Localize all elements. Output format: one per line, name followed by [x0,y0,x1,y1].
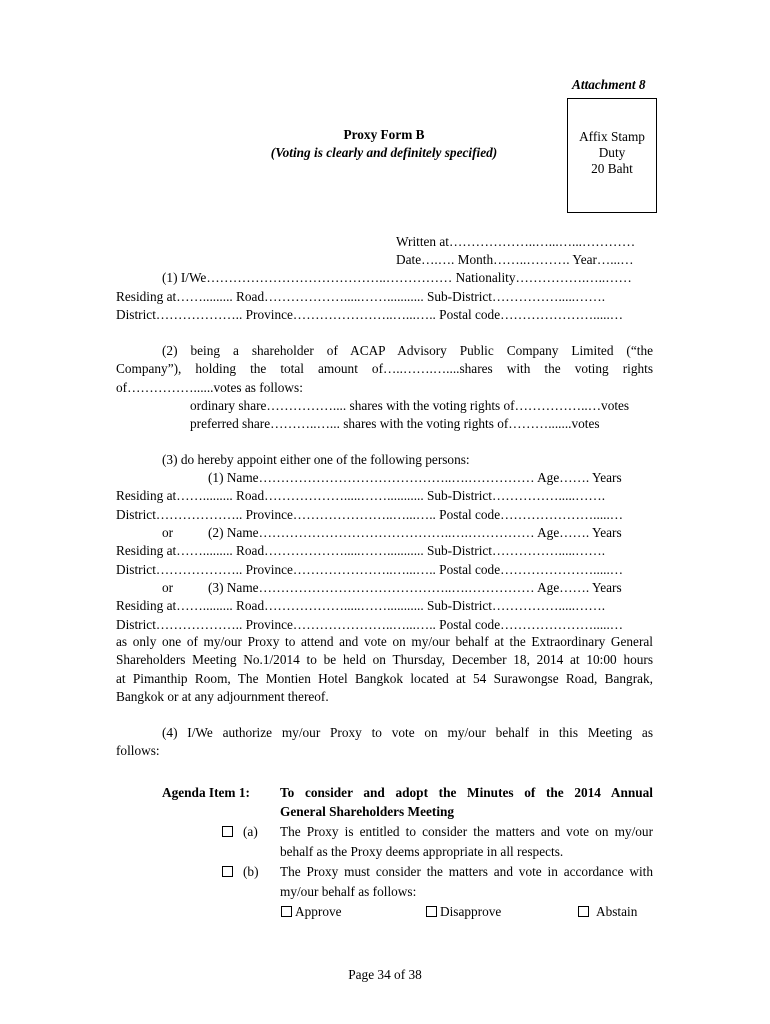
stamp-line-2: Duty [598,145,626,160]
option-a-checkbox[interactable] [222,826,233,837]
section-3-intro: (3) do hereby appoint either one of the following persons: [162,452,470,467]
proxy-3-district-field[interactable]: District……………….. Province…………………..…...….. Postal code………………….....… [116,617,624,632]
agenda-title-line-2: General Shareholders Meeting [280,804,455,819]
proxy-1-name-field[interactable]: (1) Name……………………………………..….…………… Age……. Years [208,470,622,485]
option-a-marker: (a) [243,824,258,839]
proxy-1-district-field[interactable]: District……………….. Province…………………..…...….. Postal code………………….....… [116,507,624,522]
ordinary-share-field[interactable]: ordinary share…………….... shares with the voting rights of……………..…votes [190,398,630,413]
proxy-1-residing-field[interactable]: Residing at……......... Road……………….....……........... Sub-District…………….....……. [116,488,606,503]
section-4-line-2: follows: [116,743,160,759]
meeting-line-3: at Pimanthip Room, The Montien Hotel Bangkok located at 54 Surawongse Road, Bangrak, [116,670,653,686]
option-b-marker: (b) [243,864,259,879]
stamp-line-1: Affix Stamp [579,129,645,144]
proxy-2-residing-field[interactable]: Residing at……......... Road……………….....……........... Sub-District…………….....……. [116,543,606,558]
attachment-label: Attachment 8 [572,77,646,92]
stamp-line-3: 20 Baht [591,161,633,176]
proxy-2-or-label: or [162,525,174,540]
option-b-checkbox[interactable] [222,866,233,877]
preferred-share-field[interactable]: preferred share………..…... shares with the voting rights of……….......votes [190,416,600,431]
iwe-nationality-field[interactable]: (1) I/We…………………………………..…………… Nationality…………….…..…… [162,270,632,285]
proxy-3-or-label: or [162,580,174,595]
proxy-3-name-field[interactable]: (3) Name……………………………………..….…………… Age……. Years [208,580,622,595]
proxy-3-residing-field[interactable]: Residing at……......... Road……………….....……........... Sub-District…………….....……. [116,598,606,613]
written-at-field[interactable]: Written at………………..…...…...………… [396,234,636,249]
option-b-text [280,863,653,903]
agenda-item-label: Agenda Item 1: [162,785,250,800]
option-b-line-1: The Proxy must consider the matters and vote in accordance with [280,864,653,879]
form-subtitle: (Voting is clearly and definitely specified) [270,145,498,160]
section-2-line-2[interactable]: Company”), holding the total amount of…..…….…....shares with the voting rights [116,361,653,377]
disapprove-label: Disapprove [440,904,502,919]
agenda-title-line-1: To consider and adopt the Minutes of the 2014 Annual [280,785,653,800]
proxy-meeting-paragraph [116,633,653,707]
approve-label: Approve [295,904,342,919]
shareholder-residing-field[interactable]: Residing at……......... Road……………….....……........... Sub-District…………….....……. [116,289,606,304]
page-number: Page 34 of 38 [348,967,422,982]
meeting-line-1: as only one of my/our Proxy to attend and vote on my/our behalf at the Extraordinary General [116,634,653,649]
shareholder-district-field[interactable]: District……………….. Province…………………..…...….. Postal code………………….....… [116,307,624,322]
abstain-checkbox[interactable] [578,906,589,917]
stamp-duty-box [567,98,657,213]
disapprove-checkbox[interactable] [426,906,437,917]
form-title: Proxy Form B [343,127,425,142]
section-2-line-1: (2) being a shareholder of ACAP Advisory Public Company Limited (“the [162,343,653,358]
agenda-title [280,784,653,822]
section-4-line-1: (4) I/We authorize my/our Proxy to vote on my/our behalf in this Meeting as [162,725,653,740]
section-2-line-3[interactable]: of……………......votes as follows: [116,379,303,395]
proxy-2-district-field[interactable]: District……………….. Province…………………..…...….. Postal code………………….....… [116,562,624,577]
option-a-line-1: The Proxy is entitled to consider the matters and vote on my/our [280,824,653,839]
option-b-line-2: my/our behalf as follows: [280,884,417,899]
section-4-paragraph [116,724,653,761]
date-field[interactable]: Date….…. Month……..………. Year…...… [396,252,634,267]
option-a-line-2: behalf as the Proxy deems appropriate in all respects. [280,844,564,859]
option-a-text [280,823,653,863]
meeting-line-2: Shareholders Meeting No.1/2014 to be held on Thursday, December 18, 2014 at 10:00 hours [116,652,653,668]
approve-checkbox[interactable] [281,906,292,917]
proxy-2-name-field[interactable]: (2) Name……………………………………..….…………… Age……. Years [208,525,622,540]
section-2-paragraph [116,342,653,397]
abstain-label: Abstain [596,904,638,919]
meeting-line-4: Bangkok or at any adjournment thereof. [116,689,329,705]
